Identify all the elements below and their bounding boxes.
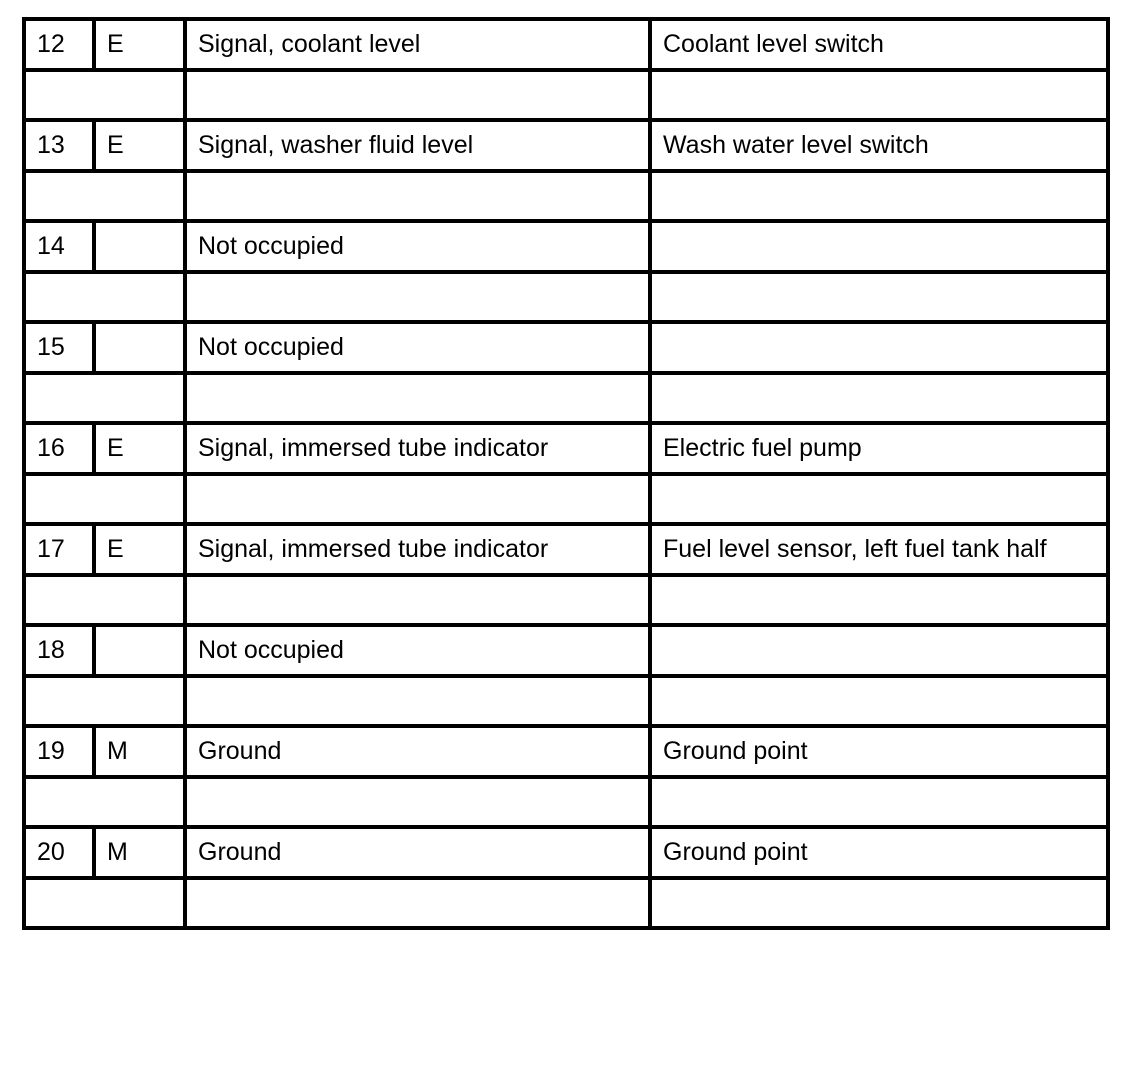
empty-cell	[185, 474, 650, 525]
empty-cell	[185, 676, 650, 727]
empty-cell	[24, 474, 185, 525]
empty-cell	[24, 373, 185, 424]
empty-cell	[650, 474, 1108, 525]
table-row	[24, 423, 1108, 474]
component-cell	[650, 625, 1108, 676]
component-cell: Fuel level sensor, left fuel tank half	[650, 524, 1108, 575]
table-row	[24, 726, 1108, 777]
pin-number-cell: 17	[24, 524, 94, 575]
empty-cell	[185, 70, 650, 121]
table-row	[24, 221, 1108, 272]
empty-cell	[24, 878, 185, 929]
signal-description-cell: Not occupied	[185, 221, 650, 272]
table-spacer-row	[24, 70, 1108, 121]
component-cell	[650, 322, 1108, 373]
component-cell: Electric fuel pump	[650, 423, 1108, 474]
empty-cell	[185, 272, 650, 323]
table-row	[24, 19, 1108, 70]
pin-type-cell	[94, 322, 185, 373]
component-cell	[650, 221, 1108, 272]
table-row	[24, 625, 1108, 676]
empty-cell	[185, 878, 650, 929]
empty-cell	[185, 373, 650, 424]
component-cell: Coolant level switch	[650, 19, 1108, 70]
pin-type-cell: E	[94, 524, 185, 575]
table-spacer-row	[24, 575, 1108, 626]
table-row	[24, 322, 1108, 373]
table-spacer-row	[24, 171, 1108, 222]
signal-description-cell: Signal, immersed tube indicator	[185, 524, 650, 575]
pin-type-cell: M	[94, 827, 185, 878]
empty-cell	[24, 272, 185, 323]
table-row	[24, 827, 1108, 878]
pin-type-cell: M	[94, 726, 185, 777]
pin-type-cell: E	[94, 423, 185, 474]
table-spacer-row	[24, 474, 1108, 525]
pin-type-cell	[94, 625, 185, 676]
pin-assignment-table	[22, 17, 1110, 930]
table-spacer-row	[24, 777, 1108, 828]
signal-description-cell: Signal, immersed tube indicator	[185, 423, 650, 474]
empty-cell	[24, 777, 185, 828]
signal-description-cell: Ground	[185, 827, 650, 878]
component-cell: Ground point	[650, 726, 1108, 777]
pin-number-cell: 18	[24, 625, 94, 676]
empty-cell	[650, 171, 1108, 222]
pin-number-cell: 19	[24, 726, 94, 777]
table-row	[24, 524, 1108, 575]
table-spacer-row	[24, 373, 1108, 424]
pin-number-cell: 20	[24, 827, 94, 878]
pin-number-cell: 16	[24, 423, 94, 474]
signal-description-cell: Not occupied	[185, 625, 650, 676]
empty-cell	[24, 575, 185, 626]
pin-type-cell	[94, 221, 185, 272]
empty-cell	[650, 272, 1108, 323]
table-spacer-row	[24, 676, 1108, 727]
component-cell: Ground point	[650, 827, 1108, 878]
empty-cell	[24, 676, 185, 727]
table-spacer-row	[24, 878, 1108, 929]
pin-number-cell: 12	[24, 19, 94, 70]
pin-type-cell: E	[94, 120, 185, 171]
empty-cell	[185, 777, 650, 828]
table-row	[24, 120, 1108, 171]
component-cell: Wash water level switch	[650, 120, 1108, 171]
pin-number-cell: 15	[24, 322, 94, 373]
empty-cell	[24, 70, 185, 121]
signal-description-cell: Not occupied	[185, 322, 650, 373]
empty-cell	[650, 777, 1108, 828]
empty-cell	[650, 373, 1108, 424]
pin-number-cell: 13	[24, 120, 94, 171]
empty-cell	[650, 575, 1108, 626]
table-spacer-row	[24, 272, 1108, 323]
empty-cell	[185, 171, 650, 222]
signal-description-cell: Ground	[185, 726, 650, 777]
pin-table-body	[24, 19, 1108, 928]
empty-cell	[650, 878, 1108, 929]
pin-type-cell: E	[94, 19, 185, 70]
empty-cell	[24, 171, 185, 222]
empty-cell	[650, 70, 1108, 121]
signal-description-cell: Signal, washer fluid level	[185, 120, 650, 171]
empty-cell	[185, 575, 650, 626]
empty-cell	[650, 676, 1108, 727]
pin-number-cell: 14	[24, 221, 94, 272]
signal-description-cell: Signal, coolant level	[185, 19, 650, 70]
